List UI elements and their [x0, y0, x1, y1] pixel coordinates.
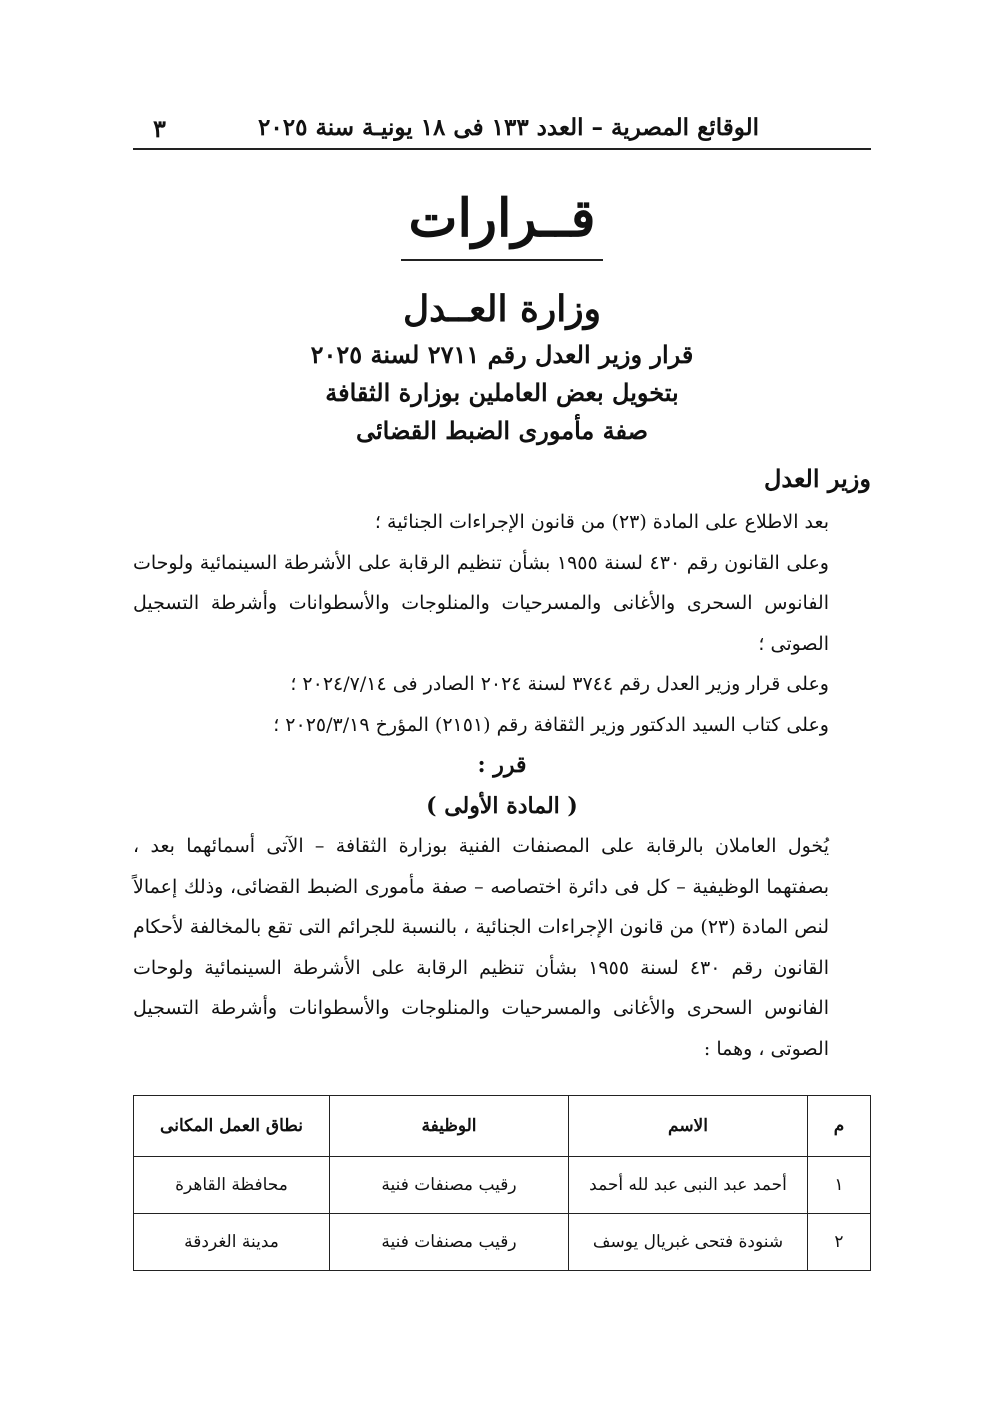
decree-title-line-3: صفة مأمورى الضبط القضائى [356, 416, 648, 445]
row-number: ٢ [808, 1214, 871, 1271]
header-area: نطاق العمل المكانى [134, 1096, 330, 1157]
issuer-heading: وزير العدل [763, 464, 871, 493]
section-title-text: قــرارات [401, 186, 604, 261]
preamble-paragraph-4: وعلى كتاب السيد الدكتور وزير الثقافة رقم (٢١٥١) المؤرخ ٢٠٢٥/٣/١٩ ؛ [273, 713, 829, 736]
decree-title-line-2: بتخويل بعض العاملين بوزارة الثقافة [325, 378, 679, 407]
row-area: محافظة القاهرة [134, 1157, 330, 1214]
decided-heading: قرر : [477, 752, 527, 778]
row-number: ١ [808, 1157, 871, 1214]
page-number: ٣ [153, 114, 166, 143]
article-title: ( المادة الأولى ) [426, 792, 578, 819]
running-header [133, 112, 871, 150]
header-job: الوظيفة [330, 1096, 569, 1157]
decree-body [133, 502, 871, 1069]
header-number: م [808, 1096, 871, 1157]
section-title [133, 186, 871, 261]
decree-title [133, 336, 871, 450]
gazette-page [133, 0, 871, 1418]
row-job: رقيب مصنفات فنية [330, 1214, 569, 1271]
running-title: الوقائع المصرية – العدد ١٣٣ فى ١٨ يونيـة سنة ٢٠٢٥ [258, 114, 759, 141]
table-header-row [134, 1096, 871, 1157]
preamble-paragraph-1: بعد الاطلاع على المادة (٢٣) من قانون الإجراءات الجنائية ؛ [374, 511, 829, 533]
preamble-paragraph-3: وعلى قرار وزير العدل رقم ٣٧٤٤ لسنة ٢٠٢٤ الصادر فى ٢٠٢٤/٧/١٤ ؛ [290, 673, 829, 695]
row-area: مدينة الغردقة [134, 1214, 330, 1271]
ministry-name: وزارة العــدل [402, 288, 602, 330]
authorized-officers-table [133, 1095, 871, 1271]
row-name: أحمد عبد النبى عبد لله أحمد [569, 1157, 808, 1214]
row-job: رقيب مصنفات فنية [330, 1157, 569, 1214]
decree-title-line-1: قرار وزير العدل رقم ٢٧١١ لسنة ٢٠٢٥ [310, 340, 694, 369]
table-row [134, 1157, 871, 1214]
article-text: يُخول العاملان بالرقابة على المصنفات الفنية بوزارة الثقافة – الآتى أسمائهما بعد ، بصفتهما الوظيفية – كل فى دائرة اختصاصه – صفة مأمورى الضبط القضائى، وذلك إعمالاً لنص المادة (٢٣) من قانون الإجراءات الجنائية ، بالنسبة للجرائم التى تقع بالمخالفة لأحكام القانون رقم ٤٣٠ لسنة ١٩٥٥ بشأن تنظيم الرقابة على الأشرطة السينمائية ولوحات الفانوس السحرى والأغانى والمسرحيات والمنلوجات والأسطوانات وأشرطة التسجيل الصوتى ، وهما : [133, 835, 829, 1060]
table-row [134, 1214, 871, 1271]
preamble-paragraph-2: وعلى القانون رقم ٤٣٠ لسنة ١٩٥٥ بشأن تنظيم الرقابة على الأشرطة السينمائية ولوحات الفانوس السحرى والأغانى والمسرحيات والمنلوجات والأسطوانات وأشرطة التسجيل الصوتى ؛ [133, 551, 829, 655]
header-name: الاسم [569, 1096, 808, 1157]
row-name: شنودة فتحى غبريال يوسف [569, 1214, 808, 1271]
